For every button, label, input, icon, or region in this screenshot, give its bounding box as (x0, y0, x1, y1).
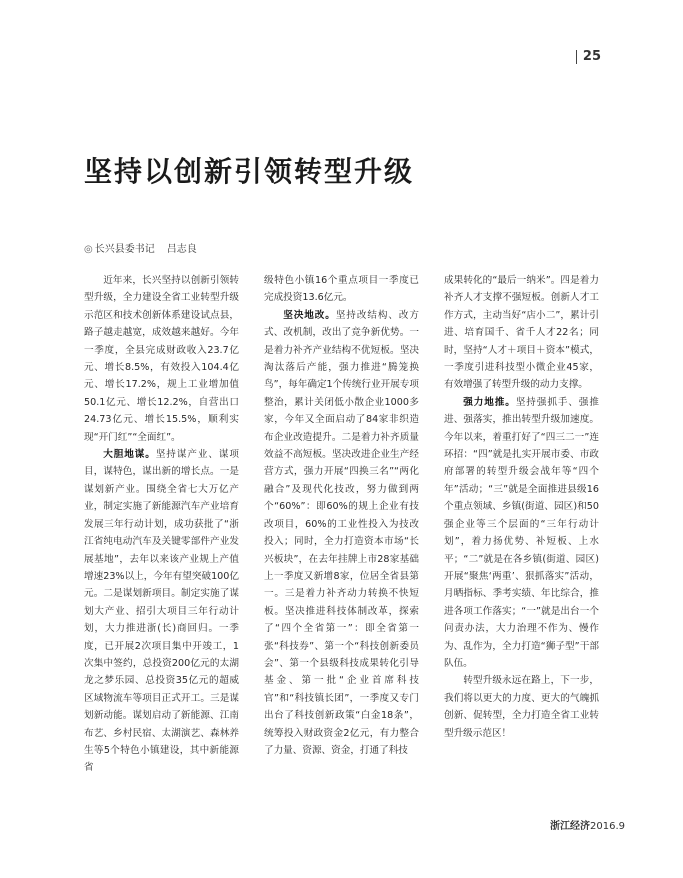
section-lead: 大胆地谋。 (103, 449, 156, 461)
paragraph: 成果转化的“最后一纳米”。四是着力补齐人才支撑不强短板。创新人才工作方式，主动当好“店小二”，累计引进、培育国千、省千人才22名；同时，坚持“人才＋项目＋资本”模式，一季度引进科技型小微企业45家，有效增强了转型升级的动力支撑。 (444, 275, 599, 391)
page-number: 25 (576, 50, 601, 64)
magazine-brand: 浙江经济 (550, 821, 590, 832)
text-column-3 (444, 272, 599, 742)
paragraph: 级特色小镇16个重点项目一季度已完成投资13.6亿元。 (264, 275, 419, 304)
paragraph-text: 坚持强抓手、强推进、强落实，推出转型升级加速度。今年以来，着重打好了“四三二一”连环招：“四”就是扎实开展市委、市政府部署的转型升级会战年等“四个年”活动；“三”就是全面推进县级16个重点领域、乡镇(街道、园区)和50强企业等三个层面的“三年行动计划”，着力扬优势、补短板、上水平；“二”就是在各乡镇(街道、园区)开展“聚焦‘两重’、狠抓落实”活动，月晒指标、季考实绩、年比综合，推进各项工作落实；“一”就是出台一个问责办法，大力治理不作为、慢作为、乱作为，全力打造“狮子型”干部队伍。 (444, 396, 600, 669)
byline-marker: ◎ (84, 244, 93, 255)
paragraph (84, 446, 239, 777)
paragraph (444, 394, 599, 673)
byline-name: 吕志良 (166, 244, 197, 255)
byline-role: 长兴县委书记 (94, 244, 155, 255)
paragraph (264, 307, 419, 760)
text-column-2 (264, 272, 419, 759)
paragraph: 转型升级永远在路上，下一步，我们将以更大的力度、更大的气魄抓创新、促转型，全力打造全省工业转型升级示范区！ (444, 675, 599, 739)
footer (550, 817, 625, 832)
article-title: 坚持以创新引领转型升级 (84, 155, 415, 188)
section-lead: 坚决地改。 (283, 309, 336, 321)
paragraph: 近年来，长兴坚持以创新引领转型升级，全力建设全省工业转型升级示范区和技术创新体系建设试点县，路子越走越宽，成效越来越好。今年一季度，全县完成财政收入23.7亿元、增长8.5%，有效投入104.4亿元、增长17.2%，规上工业增加值50.1亿元、增长12.2%，自营出口24.73亿元、增长15.5%，顺利实现“开门红”“全面红”。 (84, 275, 239, 443)
text-column-1 (84, 272, 239, 777)
issue-number: 2016.9 (590, 821, 625, 832)
byline (84, 240, 197, 255)
paragraph-text: 坚持改结构、改方式、改机制，改出了竞争新优势。一是着力补齐产业结构不优短板。坚决淘汰落后产能，强力推进“腾笼换鸟”，每年确定1个传统行业开展专项整治，累计关闭低小散企业1000多家，今年又全面启动了84家非织造布企业改造提升。二是着力补齐质量效益不高短板。坚决改进企业生产经营方式，强力开展“四换三名”“两化融合”及现代化技改，努力做到两个“60%”：即60%的规上企业有技改项目，60%的工业性投入为技改投入；同时，全力打造资本市场“长兴板块”，在去年挂牌上市28家基础上一季度又新增8家，位居全省县第一。三是着力补齐动力转换不快短板。坚决推进科技体制改革，探索了“四个全省第一”：即全省第一张“科技券”、第一个“科技创新委员会”、第一个县级科技成果转化引导基金、第一批“企业首席科技官”和“科技镇长团”，一季度又专门出台了科技创新政策“白金18条”，统筹投入财政资金2亿元，有力整合了力量、资源、资金，打通了科技 (264, 309, 420, 756)
paragraph-text: 坚持谋产业、谋项目，谋特色，谋出新的增长点。一是谋划新产业。围绕全省七大万亿产业，制定实施了新能源汽车产业培育发展三年行动计划，成功获批了“浙江省纯电动汽车及关键零部件产业发展基地”，去年以来该产业规上产值增速23%以上，今年有望突破100亿元。二是谋划新项目。制定实施了谋划大产业、招引大项目三年行动计划，大力推进浙(长)商回归。一季度，已开展2次项目集中开竣工，1次集中签约，总投资200亿元的太湖龙之梦乐园、总投资35亿元的超威区域物流车等项目正式开工。三是谋划新动能。谋划启动了新能源、江南布艺、乡村民宿、太湖演艺、森林养生等5个特色小镇建设，其中新能源省 (84, 449, 240, 774)
section-lead: 强力地推。 (463, 396, 516, 408)
